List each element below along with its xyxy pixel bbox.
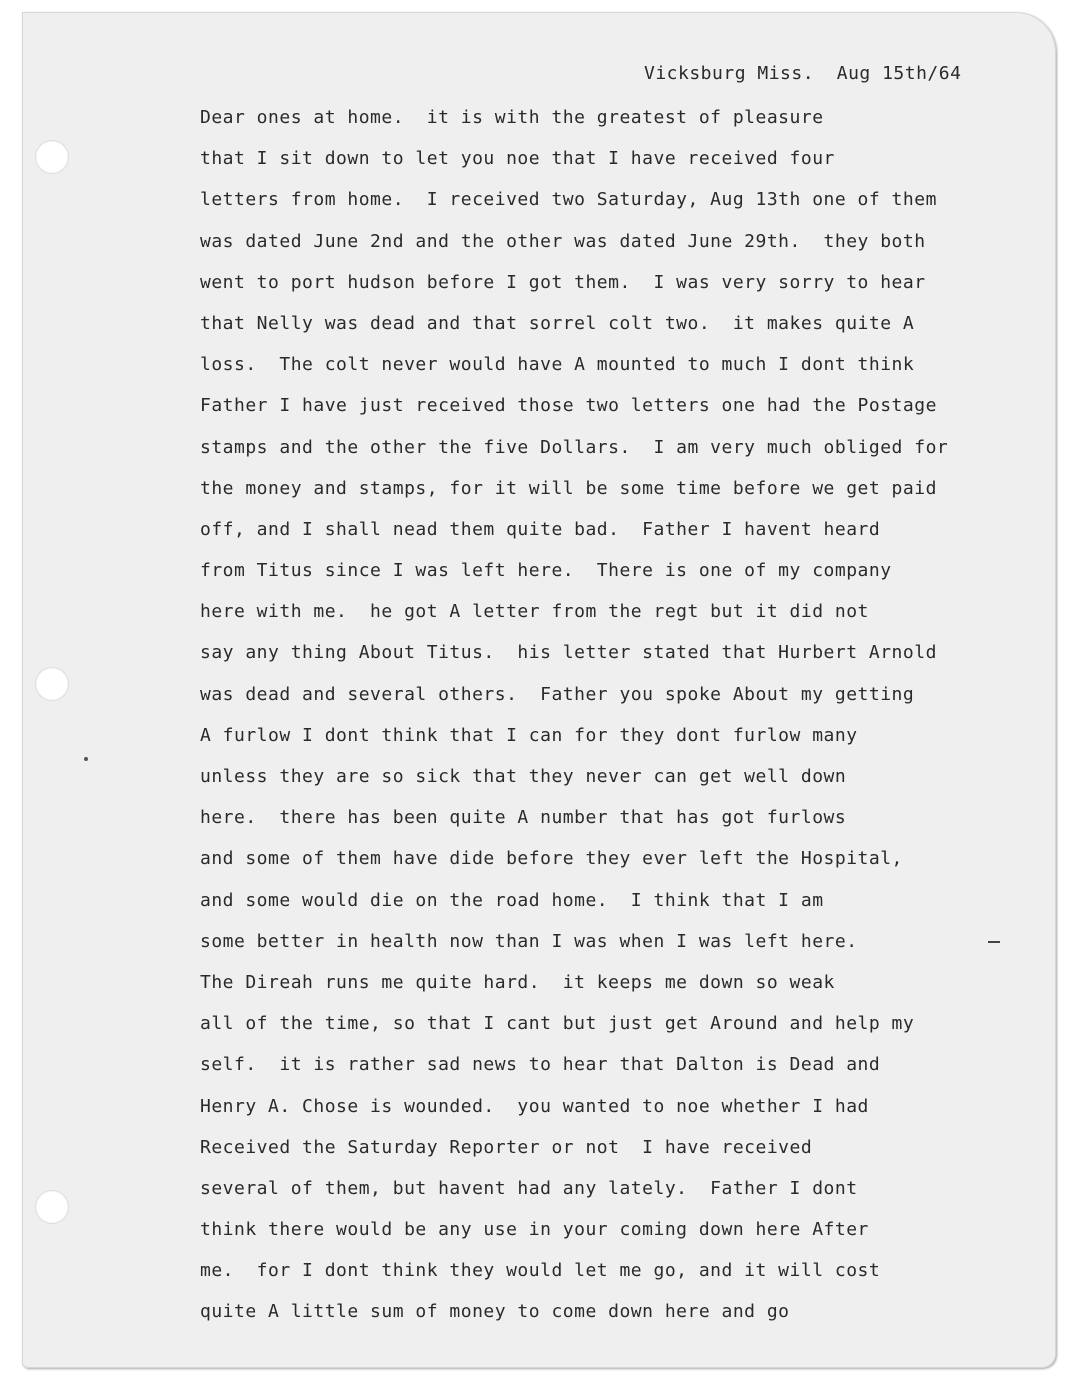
letter-line: Dear ones at home. it is with the greatest of pleasure: [200, 107, 824, 128]
letter-body: [200, 106, 948, 1342]
punch-hole-top: [35, 140, 69, 174]
letter-dateline: Vicksburg Miss. Aug 15th/64: [644, 63, 962, 84]
letter-line: that Nelly was dead and that sorrel colt two. it makes quite A: [200, 312, 915, 334]
letter-line: stamps and the other the five Dollars. I am very much obliged for: [200, 436, 949, 458]
letter-line: think there would be any use in your coming down here After: [200, 1219, 869, 1241]
letter-line: here. there has been quite A number that has got furlows: [200, 807, 847, 829]
letter-line: all of the time, so that I cant but just get Around and help my: [200, 1013, 915, 1035]
letter-line: was dated June 2nd and the other was dated June 29th. they both: [200, 230, 926, 252]
margin-dash-mark: [988, 941, 1000, 943]
letter-line: Received the Saturday Reporter or not I have received: [200, 1136, 813, 1158]
letter-line: me. for I dont think they would let me go, and it will cost: [200, 1260, 881, 1282]
punch-hole-middle: [35, 667, 69, 701]
letter-line: loss. The colt never would have A mounted to much I dont think: [200, 354, 915, 376]
letter-line: and some of them have dide before they ever left the Hospital,: [200, 848, 903, 870]
letter-line: here with me. he got A letter from the regt but it did not: [200, 601, 869, 623]
letter-line: off, and I shall nead them quite bad. Father I havent heard: [200, 518, 881, 540]
letter-line: several of them, but havent had any lately. Father I dont: [200, 1177, 858, 1199]
letter-line: Henry A. Chose is wounded. you wanted to noe whether I had: [200, 1095, 869, 1117]
punch-hole-bottom: [35, 1190, 69, 1224]
letter-line: was dead and several others. Father you spoke About my getting: [200, 683, 915, 705]
letter-line: some better in health now than I was when I was left here.: [200, 930, 858, 952]
letter-line: went to port hudson before I got them. I was very sorry to hear: [200, 271, 926, 293]
letter-line: say any thing About Titus. his letter stated that Hurbert Arnold: [200, 642, 937, 664]
letter-line: and some would die on the road home. I think that I am: [200, 889, 824, 911]
letter-line: the money and stamps, for it will be some time before we get paid: [200, 477, 937, 499]
letter-line: self. it is rather sad news to hear that Dalton is Dead and: [200, 1054, 881, 1076]
letter-line: unless they are so sick that they never can get well down: [200, 766, 847, 787]
ink-speck: [84, 757, 88, 761]
letter-line: that I sit down to let you noe that I have received four: [200, 148, 835, 170]
letter-line: A furlow I dont think that I can for they dont furlow many: [200, 724, 858, 746]
letter-line: The Direah runs me quite hard. it keeps me down so weak: [200, 971, 835, 993]
letter-line: Father I have just received those two letters one had the Postage: [200, 395, 937, 417]
letter-line: letters from home. I received two Saturday, Aug 13th one of them: [200, 189, 937, 211]
letter-line: from Titus since I was left here. There is one of my company: [200, 560, 892, 582]
letter-line: quite A little sum of money to come down here and go: [200, 1301, 790, 1323]
